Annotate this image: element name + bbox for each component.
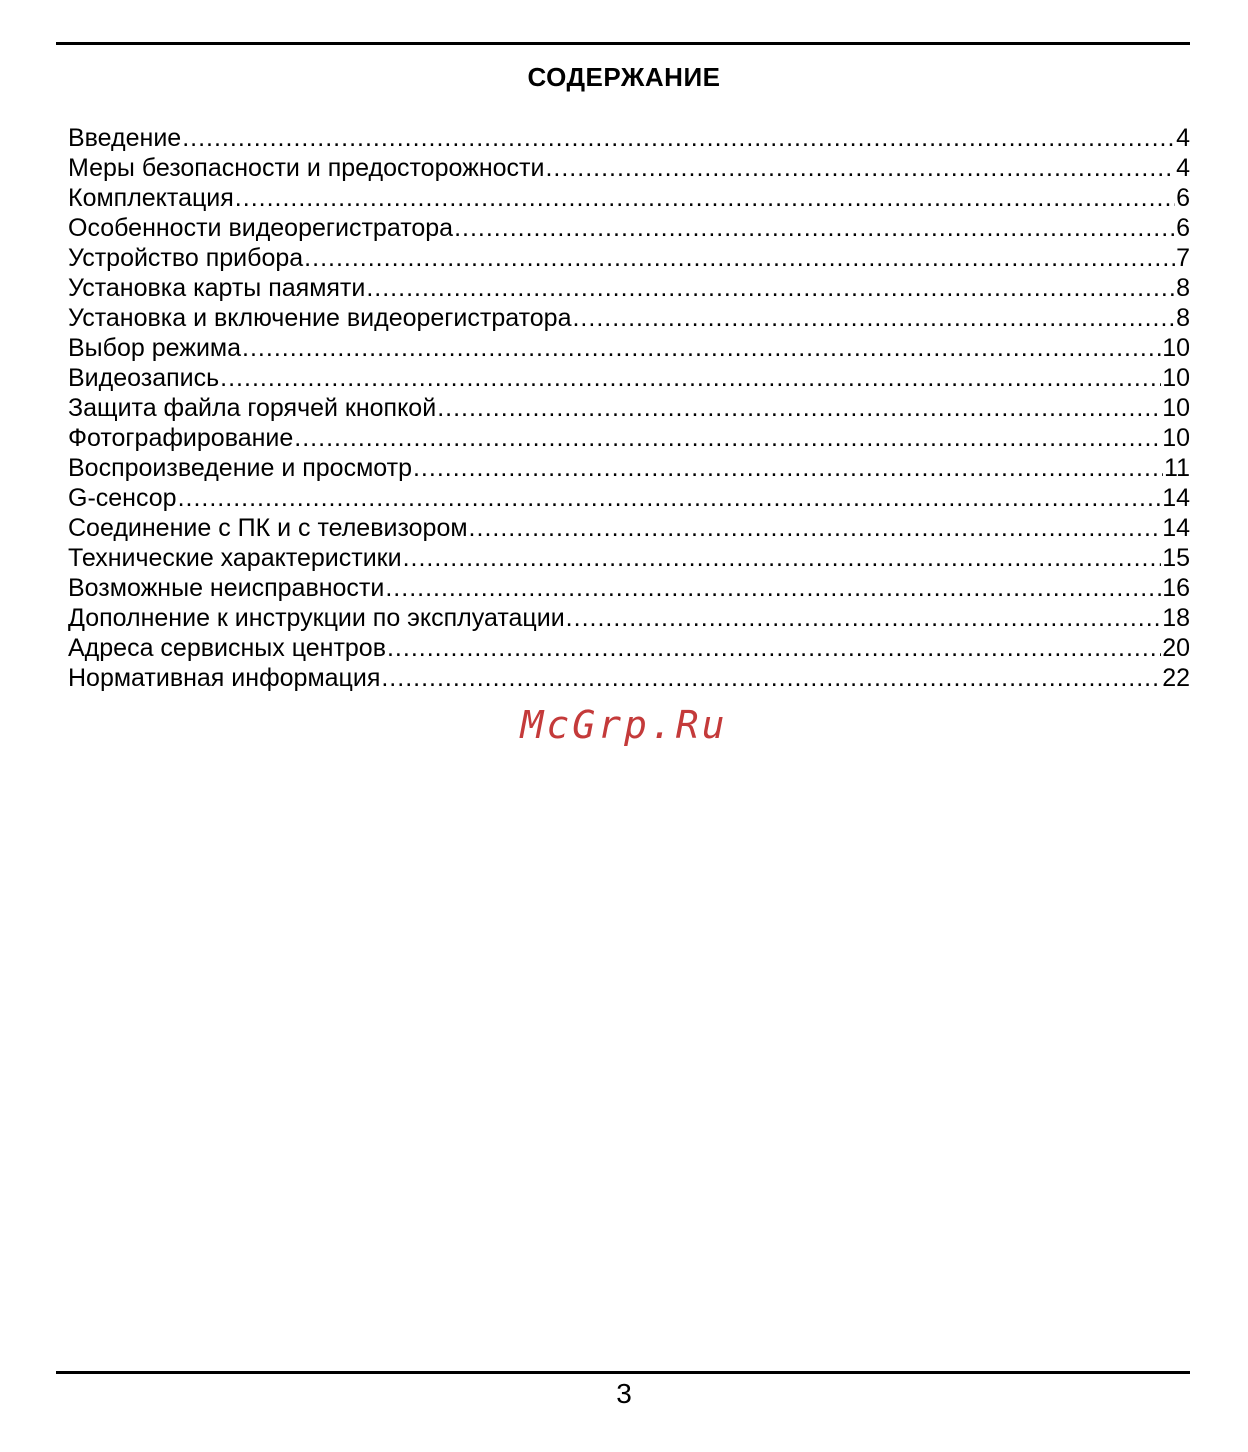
toc-entry-label: Видеозапись bbox=[68, 364, 220, 392]
toc-entry-label: Адреса сервисных центров bbox=[68, 634, 386, 662]
toc-leader-dots bbox=[381, 663, 1161, 693]
toc-leader-dots bbox=[545, 153, 1175, 183]
page-number: 3 bbox=[616, 1378, 632, 1409]
toc-entry-page: 7 bbox=[1176, 244, 1190, 272]
top-rule bbox=[56, 42, 1190, 45]
toc-entry-page: 4 bbox=[1176, 154, 1190, 182]
toc-entry-page: 15 bbox=[1162, 544, 1190, 572]
toc-entry-label: Возможные неисправности bbox=[68, 574, 385, 602]
toc-entry bbox=[68, 543, 1190, 573]
toc-leader-dots bbox=[178, 483, 1162, 513]
toc-entry bbox=[68, 213, 1190, 243]
table-of-contents bbox=[68, 123, 1190, 693]
toc-leader-dots bbox=[385, 573, 1161, 603]
toc-entry-label: Особенности видеорегистратора bbox=[68, 214, 454, 242]
toc-entry bbox=[68, 633, 1190, 663]
toc-entry-page: 10 bbox=[1162, 334, 1190, 362]
toc-entry bbox=[68, 513, 1190, 543]
toc-entry-page: 20 bbox=[1162, 634, 1190, 662]
toc-leader-dots bbox=[454, 213, 1175, 243]
toc-entry-label: Установка и включение видеорегистратора bbox=[68, 304, 572, 332]
toc-leader-dots bbox=[403, 543, 1162, 573]
toc-entry bbox=[68, 483, 1190, 513]
toc-entry bbox=[68, 603, 1190, 633]
toc-entry-page: 10 bbox=[1162, 394, 1190, 422]
toc-entry-label: Введение bbox=[68, 124, 182, 152]
toc-entry-label: Меры безопасности и предосторожности bbox=[68, 154, 545, 182]
toc-entry-page: 6 bbox=[1176, 214, 1190, 242]
toc-entry-label: Установка карты паямяти bbox=[68, 274, 366, 302]
toc-leader-dots bbox=[220, 363, 1161, 393]
toc-entry-page: 8 bbox=[1176, 274, 1190, 302]
toc-leader-dots bbox=[437, 393, 1161, 423]
toc-entry bbox=[68, 183, 1190, 213]
toc-entry-page: 18 bbox=[1162, 604, 1190, 632]
toc-entry bbox=[68, 363, 1190, 393]
toc-entry bbox=[68, 423, 1190, 453]
toc-entry-label: Защита файла горячей кнопкой bbox=[68, 394, 437, 422]
toc-entry-page: 4 bbox=[1176, 124, 1190, 152]
toc-entry-label: Комплектация bbox=[68, 184, 234, 212]
toc-entry-page: 10 bbox=[1162, 364, 1190, 392]
page-title: СОДЕРЖАНИЕ bbox=[527, 62, 721, 92]
toc-entry-page: 8 bbox=[1176, 304, 1190, 332]
watermark: McGrp.Ru bbox=[520, 703, 728, 747]
toc-entry bbox=[68, 243, 1190, 273]
toc-entry-page: 10 bbox=[1162, 424, 1190, 452]
toc-leader-dots bbox=[413, 453, 1163, 483]
toc-leader-dots bbox=[566, 603, 1162, 633]
toc-leader-dots bbox=[294, 423, 1161, 453]
toc-entry-page: 11 bbox=[1164, 454, 1190, 482]
toc-entry bbox=[68, 333, 1190, 363]
toc-leader-dots bbox=[469, 513, 1162, 543]
toc-leader-dots bbox=[572, 303, 1175, 333]
toc-leader-dots bbox=[235, 183, 1175, 213]
toc-entry bbox=[68, 153, 1190, 183]
toc-entry-label: Соединение с ПК и с телевизором bbox=[68, 514, 468, 542]
toc-entry bbox=[68, 663, 1190, 693]
toc-entry-label: Технические характеристики bbox=[68, 544, 402, 572]
toc-entry-label: Выбор режима bbox=[68, 334, 242, 362]
toc-entry bbox=[68, 453, 1190, 483]
toc-leader-dots bbox=[366, 273, 1175, 303]
toc-entry-label: Устройство прибора bbox=[68, 244, 304, 272]
toc-leader-dots bbox=[387, 633, 1161, 663]
toc-entry-label: G-сенсор bbox=[68, 484, 177, 512]
bottom-rule bbox=[56, 1371, 1190, 1374]
toc-entry-page: 14 bbox=[1162, 484, 1190, 512]
toc-entry-label: Воспроизведение и просмотр bbox=[68, 454, 412, 482]
toc-entry-label: Дополнение к инструкции по эксплуатации bbox=[68, 604, 565, 632]
toc-entry-label: Нормативная информация bbox=[68, 664, 381, 692]
toc-entry-page: 16 bbox=[1162, 574, 1190, 602]
toc-entry bbox=[68, 393, 1190, 423]
toc-entry-page: 6 bbox=[1176, 184, 1190, 212]
toc-entry-page: 14 bbox=[1162, 514, 1190, 542]
toc-entry-page: 22 bbox=[1162, 664, 1190, 692]
toc-entry bbox=[68, 303, 1190, 333]
toc-entry bbox=[68, 123, 1190, 153]
toc-leader-dots bbox=[242, 333, 1161, 363]
toc-leader-dots bbox=[304, 243, 1175, 273]
toc-entry-label: Фотографирование bbox=[68, 424, 294, 452]
toc-entry bbox=[68, 573, 1190, 603]
toc-leader-dots bbox=[182, 123, 1175, 153]
toc-entry bbox=[68, 273, 1190, 303]
